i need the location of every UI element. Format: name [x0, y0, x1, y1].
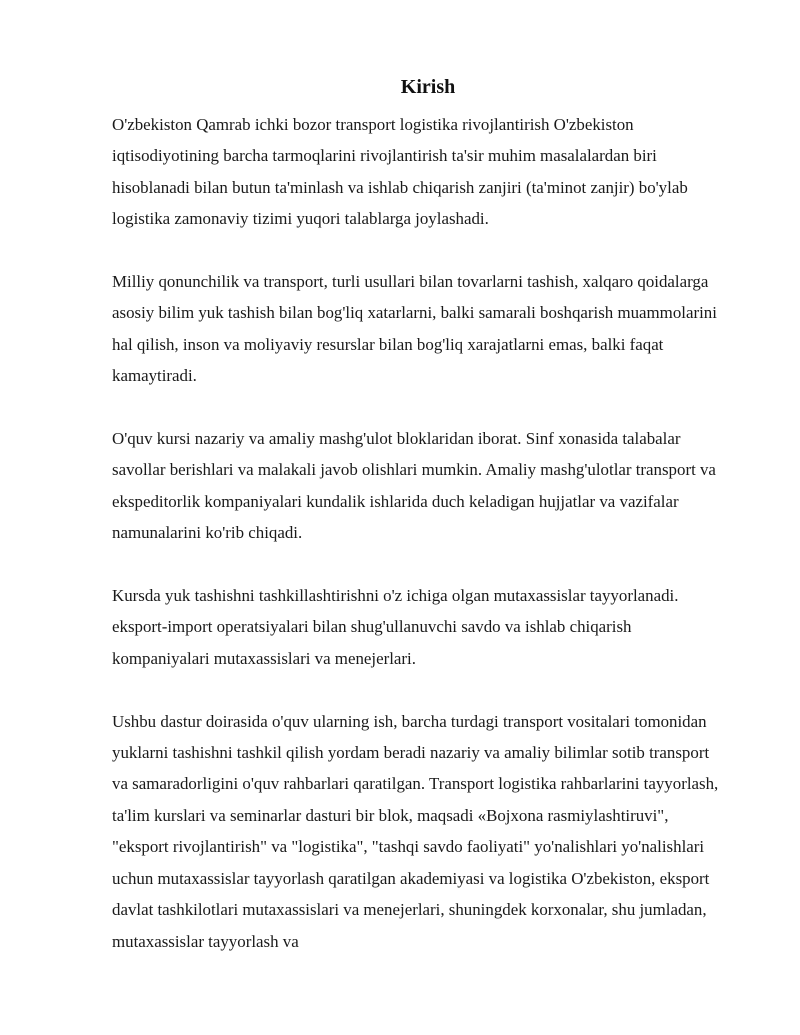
- paragraph-5: Ushbu dastur doirasida o'quv ularning ish, barcha turdagi transport vositalari tomonidan yuklarni tashishni tashkil qilish yordam beradi nazariy va amaliy bilimlar sotib transport va samaradorligini o'quv rahbarlari qaratilgan. Transport logistika rahbarlarini tayyorlash, ta'lim kurslari va seminarlar dasturi bir blok, maqsadi «Bojxona rasmiylashtiruvi", "eksport rivojlantirish" va "logistika", "tashqi savdo faoliyati" yo'nalishlari yo'nalishlari uchun mutaxassislar tayyorlash qaratilgan akademiyasi va logistika O'zbekiston, eksport davlat tashkilotlari mutaxassislari va menejerlari, shuningdek korxonalar, shu jumladan, mutaxassislar tayyorlash va: [112, 711, 719, 951]
- paragraph-2: Milliy qonunchilik va transport, turli usullari bilan tovarlarni tashish, xalqaro qoidalarga asosiy bilim yuk tashish bilan bog'liq xatarlarni, balki samarali boshqarish muammolarini hal qilish, inson va moliyaviy resurslar bilan bog'liq xarajatlarni emas, balki faqat kamaytiradi.: [112, 272, 717, 386]
- page-title: Kirish: [400, 76, 456, 98]
- paragraph-1: O'zbekiston Qamrab ichki bozor transport logistika rivojlantirish O'zbekiston iqtisodiyotining barcha tarmoqlarini rivojlantirish ta'sir muhim masalalardan biri hisoblanadi bilan butun ta'minlash va ishlab chiqarish zanjiri (ta'minot zanjir) bo'ylab logistika zamonaviy tizimi yuqori talablarga joylashadi.: [112, 115, 688, 229]
- document-body: [112, 109, 726, 957]
- paragraph-4: Kursda yuk tashishni tashkillashtirishni o'z ichiga olgan mutaxassislar tayyorlanadi. eksport-import operatsiyalari bilan shug'ullanuvchi savdo va ishlab chiqarish kompaniyalari mutaxassislari va menejerlari.: [112, 586, 679, 668]
- paragraph-3: O'quv kursi nazariy va amaliy mashg'ulot bloklaridan iborat. Sinf xonasida talabalar savollar berishlari va malakali javob olishlari mumkin. Amaliy mashg'ulotlar transport va ekspeditorlik kompaniyalari kundalik ishlarida duch keladigan hujjatlar va vazifalar namunalarini ko'rib chiqadi.: [112, 429, 716, 543]
